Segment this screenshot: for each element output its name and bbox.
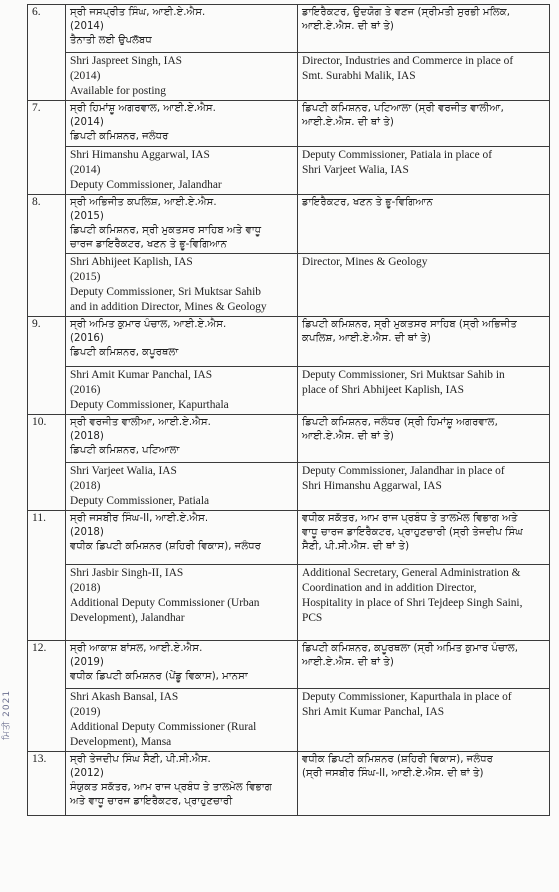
officer-name-punjabi-line: ਵਧੀਕ ਡਿਪਟੀ ਕਮਿਸ਼ਨਰ (ਪੇਂਡੂ ਵਿਕਾਸ), ਮਾਨਸਾ (70, 671, 248, 682)
posting-english-line: Director, Mines & Geology (302, 256, 428, 268)
table-row-english (28, 254, 550, 317)
officer-name-punjabi-line: ਡਿਪਟੀ ਕਮਿਸ਼ਨਰ, ਸ੍ਰੀ ਮੁਕਤਸਰ ਸਾਹਿਬ ਅਤੇ ਵਾਧੂ (70, 225, 262, 236)
posting-punjabi-line: ਡਾਇਰੈਕਟਰ, ਉਦਯੋਗ ਤੇ ਵਣਜ (ਸ੍ਰੀਮਤੀ ਸੁਰਭੀ ਮਲਿਕ, (302, 7, 510, 18)
officer-name-punjabi (66, 195, 298, 254)
officer-name-english-line: Additional Deputy Commissioner (Urban (70, 597, 260, 609)
officer-name-punjabi-line: (2012) (70, 768, 104, 779)
posting-english-line: Additional Secretary, General Administration & (302, 567, 521, 579)
posting-english-line: Director, Industries and Commerce in place of (302, 55, 514, 67)
officer-name-english-line: Shri Himanshu Aggarwal, IAS (70, 149, 210, 161)
posting-punjabi-line: (ਸ੍ਰੀ ਜਸਬੀਰ ਸਿੰਘ-II, ਆਈ.ਏ.ਐਸ. ਦੀ ਥਾਂ ਤੇ) (302, 768, 484, 779)
table-row-punjabi (28, 5, 550, 53)
officer-name-punjabi-line: (2019) (70, 657, 104, 668)
posting-punjabi (298, 415, 550, 463)
posting-punjabi-line: ਆਈ.ਏ.ਐਸ. ਦੀ ਥਾਂ ਤੇ) (302, 657, 394, 668)
posting-punjabi (298, 641, 550, 689)
officer-name-english-line: (2016) (70, 384, 101, 396)
posting-punjabi-line: ਵਾਧੂ ਚਾਰਜ ਡਾਇਰੈਕਟਰ, ਪ੍ਰਾਹੁਣਚਾਰੀ (ਸ੍ਰੀ ਤੇਜਦੀਪ ਸਿੰਘ (302, 527, 523, 538)
officer-name-punjabi-line: ਸ੍ਰੀ ਜਸਪ੍ਰੀਤ ਸਿੰਘ, ਆਈ.ਏ.ਐਸ. (70, 7, 206, 18)
officer-name-english-line: (2019) (70, 706, 101, 718)
posting-english-line: Shri Amit Kumar Panchal, IAS (302, 706, 445, 718)
posting-english-line: Hospitality in place of Shri Tejdeep Singh Saini, (302, 597, 523, 609)
table-row-punjabi (28, 317, 550, 367)
posting-punjabi (298, 317, 550, 367)
officer-name-punjabi (66, 317, 298, 367)
officer-name-punjabi (66, 5, 298, 53)
officer-name-punjabi-line: (2014) (70, 117, 104, 128)
officer-name-english-line: (2015) (70, 271, 101, 283)
serial-number: 7. (28, 101, 66, 195)
posting-english-line: place of Shri Abhijeet Kaplish, IAS (302, 384, 464, 396)
officer-name-punjabi-line: (2016) (70, 333, 104, 344)
margin-stamp-note: ਮਿਤੀ 2021 (2, 689, 12, 740)
officer-name-punjabi-line: ਸ੍ਰੀ ਵਰਜੀਤ ਵਾਲੀਆ, ਆਈ.ਏ.ਐਸ. (70, 417, 211, 428)
posting-english-line: PCS (302, 612, 323, 624)
posting-english (298, 147, 550, 195)
officer-name-english (66, 565, 298, 641)
posting-punjabi-line: ਵਧੀਕ ਸਕੱਤਰ, ਆਮ ਰਾਜ ਪ੍ਰਬੰਧ ਤੇ ਤਾਲਮੇਲ ਵਿਭਾਗ ਅਤੇ (302, 513, 518, 524)
posting-punjabi-line: ਡਿਪਟੀ ਕਮਿਸ਼ਨਰ, ਕਪੂਰਥਲਾ (ਸ੍ਰੀ ਅਮਿਤ ਕੁਮਾਰ ਪੰਚਾਲ, (302, 643, 518, 654)
posting-punjabi-line: ਆਈ.ਏ.ਐਸ. ਦੀ ਥਾਂ ਤੇ) (302, 21, 394, 32)
officer-name-english (66, 53, 298, 101)
officer-name-punjabi (66, 641, 298, 689)
officer-name-english-line: and in addition Director, Mines & Geology (70, 301, 267, 313)
officer-name-punjabi-line: ਵਧੀਕ ਡਿਪਟੀ ਕਮਿਸ਼ਨਰ (ਸ਼ਹਿਰੀ ਵਿਕਾਸ), ਜਲੰਧਰ (70, 541, 261, 552)
officer-name-punjabi (66, 752, 298, 816)
officer-name-punjabi-line: ਡਿਪਟੀ ਕਮਿਸ਼ਨਰ, ਜਲੰਧਰ (70, 131, 169, 142)
posting-english-line: Coordination and in addition Director, (302, 582, 477, 594)
posting-english (298, 254, 550, 317)
officer-name-punjabi-line: (2018) (70, 527, 104, 538)
officer-name-english-line: Deputy Commissioner, Kapurthala (70, 399, 229, 411)
officer-name-english-line: Deputy Commissioner, Patiala (70, 495, 210, 507)
posting-punjabi (298, 511, 550, 565)
posting-english-line: Deputy Commissioner, Patiala in place of (302, 149, 492, 161)
officer-name-english (66, 689, 298, 752)
officer-name-punjabi (66, 415, 298, 463)
table-row-punjabi (28, 415, 550, 463)
officer-name-english (66, 463, 298, 511)
posting-punjabi (298, 752, 550, 816)
officer-name-punjabi (66, 101, 298, 147)
serial-number: 9. (28, 317, 66, 415)
officer-name-english-line: (2014) (70, 70, 101, 82)
transfer-table-body (28, 5, 550, 816)
posting-punjabi (298, 101, 550, 147)
serial-number: 10. (28, 415, 66, 511)
officer-name-english-line: Shri Jaspreet Singh, IAS (70, 55, 183, 67)
officer-name-punjabi-line: ਸ੍ਰੀ ਹਿਮਾਂਸ਼ੂ ਅਗਰਵਾਲ, ਆਈ.ਏ.ਐਸ. (70, 103, 216, 114)
officer-name-english-line: Shri Varjeet Walia, IAS (70, 465, 177, 477)
officer-name-punjabi-line: ਸ੍ਰੀ ਅਭਿਜੀਤ ਕਪਲਿਸ਼, ਆਈ.ਏ.ਐਸ. (70, 197, 217, 208)
officer-name-punjabi-line: ਡਿਪਟੀ ਕਮਿਸ਼ਨਰ, ਕਪੂਰਥਲਾ (70, 347, 179, 358)
posting-english-line: Deputy Commissioner, Kapurthala in place of (302, 691, 512, 703)
posting-english (298, 689, 550, 752)
officer-name-english-line: (2018) (70, 480, 101, 492)
posting-english-line: Deputy Commissioner, Jalandhar in place of (302, 465, 505, 477)
officer-name-punjabi-line: ਸ੍ਰੀ ਜਸਬੀਰ ਸਿੰਘ-II, ਆਈ.ਏ.ਐਸ. (70, 513, 209, 524)
table-row-punjabi (28, 101, 550, 147)
posting-punjabi-line: ਆਈ.ਏ.ਐਸ. ਦੀ ਥਾਂ ਤੇ) (302, 431, 394, 442)
officer-name-punjabi-line: ਸ੍ਰੀ ਅਮਿਤ ਕੁਮਾਰ ਪੰਚਾਲ, ਆਈ.ਏ.ਐਸ. (70, 319, 227, 330)
officer-name-english-line: Development), Mansa (70, 736, 172, 748)
posting-punjabi-line: ਕਪਲਿਸ਼, ਆਈ.ਏ.ਐਸ. ਦੀ ਥਾਂ ਤੇ) (302, 333, 431, 344)
officer-name-english-line: Available for posting (70, 85, 166, 97)
serial-number: 12. (28, 641, 66, 752)
posting-punjabi-line: ਡਿਪਟੀ ਕਮਿਸ਼ਨਰ, ਸ੍ਰੀ ਮੁਕਤਸਰ ਸਾਹਿਬ (ਸ੍ਰੀ ਅਭਿਜੀਤ (302, 319, 517, 330)
table-row-punjabi (28, 511, 550, 565)
officer-name-english-line: Shri Akash Bansal, IAS (70, 691, 179, 703)
officer-name-english-line: (2018) (70, 582, 101, 594)
officer-name-punjabi-line: ਸੰਯੁਕਤ ਸਕੱਤਰ, ਆਮ ਰਾਜ ਪ੍ਰਬੰਧ ਤੇ ਤਾਲਮੇਲ ਵਿਭਾਗ (70, 782, 272, 793)
posting-punjabi-line: ਡਿਪਟੀ ਕਮਿਸ਼ਨਰ, ਜਲੰਧਰ (ਸ੍ਰੀ ਹਿਮਾਂਸ਼ੂ ਅਗਰਵਾਲ, (302, 417, 498, 428)
officer-name-punjabi-line: (2015) (70, 211, 104, 222)
posting-english (298, 53, 550, 101)
officer-name-punjabi-line: ਸ੍ਰੀ ਤੇਜਦੀਪ ਸਿੰਘ ਸੈਣੀ, ਪੀ.ਸੀ.ਐਸ. (70, 754, 211, 765)
posting-english-line: Shri Himanshu Aggarwal, IAS (302, 480, 442, 492)
serial-number: 13. (28, 752, 66, 816)
serial-number: 6. (28, 5, 66, 101)
officer-name-punjabi-line: ਤੈਨਾਤੀ ਲਈ ਉਪਲੱਬਧ (70, 35, 152, 46)
posting-punjabi (298, 195, 550, 254)
posting-punjabi-line: ਡਿਪਟੀ ਕਮਿਸ਼ਨਰ, ਪਟਿਆਲਾ (ਸ੍ਰੀ ਵਰਜੀਤ ਵਾਲੀਆ, (302, 103, 504, 114)
posting-punjabi-line: ਵਧੀਕ ਡਿਪਟੀ ਕਮਿਸ਼ਨਰ (ਸ਼ਹਿਰੀ ਵਿਕਾਸ), ਜਲੰਧਰ (302, 754, 493, 765)
posting-english-line: Shri Varjeet Walia, IAS (302, 164, 409, 176)
officer-name-english (66, 254, 298, 317)
officer-name-english-line: Deputy Commissioner, Sri Muktsar Sahib (70, 286, 261, 298)
officer-name-english-line: (2014) (70, 164, 101, 176)
table-row-english (28, 147, 550, 195)
posting-english (298, 565, 550, 641)
posting-english-line: Deputy Commissioner, Sri Muktsar Sahib in (302, 369, 505, 381)
table-row-english (28, 463, 550, 511)
officer-name-english (66, 147, 298, 195)
officer-name-punjabi (66, 511, 298, 565)
officer-name-punjabi-line: ਸ੍ਰੀ ਆਕਾਸ਼ ਬਾਂਸਲ, ਆਈ.ਏ.ਐਸ. (70, 643, 203, 654)
officer-name-english-line: Shri Abhijeet Kaplish, IAS (70, 256, 193, 268)
officer-name-english-line: Deputy Commissioner, Jalandhar (70, 179, 222, 191)
posting-english (298, 463, 550, 511)
transfer-table (27, 4, 550, 816)
table-row-punjabi (28, 752, 550, 816)
officer-name-english-line: Shri Amit Kumar Panchal, IAS (70, 369, 213, 381)
officer-name-english (66, 367, 298, 415)
officer-name-punjabi-line: ਚਾਰਜ ਡਾਇਰੈਕਟਰ, ਖਣਨ ਤੇ ਭੂ-ਵਿਗਿਆਨ (70, 239, 227, 250)
serial-number: 11. (28, 511, 66, 641)
table-row-punjabi (28, 641, 550, 689)
table-row-english (28, 689, 550, 752)
serial-number: 8. (28, 195, 66, 317)
table-row-english (28, 565, 550, 641)
posting-punjabi-line: ਸੈਣੀ, ਪੀ.ਸੀ.ਐਸ. ਦੀ ਥਾਂ ਤੇ) (302, 541, 410, 552)
officer-name-punjabi-line: (2014) (70, 21, 104, 32)
table-row-punjabi (28, 195, 550, 254)
officer-name-english-line: Additional Deputy Commissioner (Rural (70, 721, 257, 733)
posting-punjabi (298, 5, 550, 53)
officer-name-english-line: Shri Jasbir Singh-II, IAS (70, 567, 184, 579)
posting-english (298, 367, 550, 415)
posting-punjabi-line: ਡਾਇਰੈਕਟਰ, ਖਣਨ ਤੇ ਭੂ-ਵਿਗਿਆਨ (302, 197, 433, 208)
officer-name-punjabi-line: ਡਿਪਟੀ ਕਮਿਸ਼ਨਰ, ਪਟਿਆਲਾ (70, 445, 180, 456)
posting-english-line: Smt. Surabhi Malik, IAS (302, 70, 416, 82)
posting-punjabi-line: ਆਈ.ਏ.ਐਸ. ਦੀ ਥਾਂ ਤੇ) (302, 117, 394, 128)
officer-name-english-line: Development), Jalandhar (70, 612, 185, 624)
officer-name-punjabi-line: ਅਤੇ ਵਾਧੂ ਚਾਰਜ ਡਾਇਰੈਕਟਰ, ਪ੍ਰਾਹੁਣਚਾਰੀ (70, 796, 233, 807)
table-row-english (28, 53, 550, 101)
officer-name-punjabi-line: (2018) (70, 431, 104, 442)
table-row-english (28, 367, 550, 415)
